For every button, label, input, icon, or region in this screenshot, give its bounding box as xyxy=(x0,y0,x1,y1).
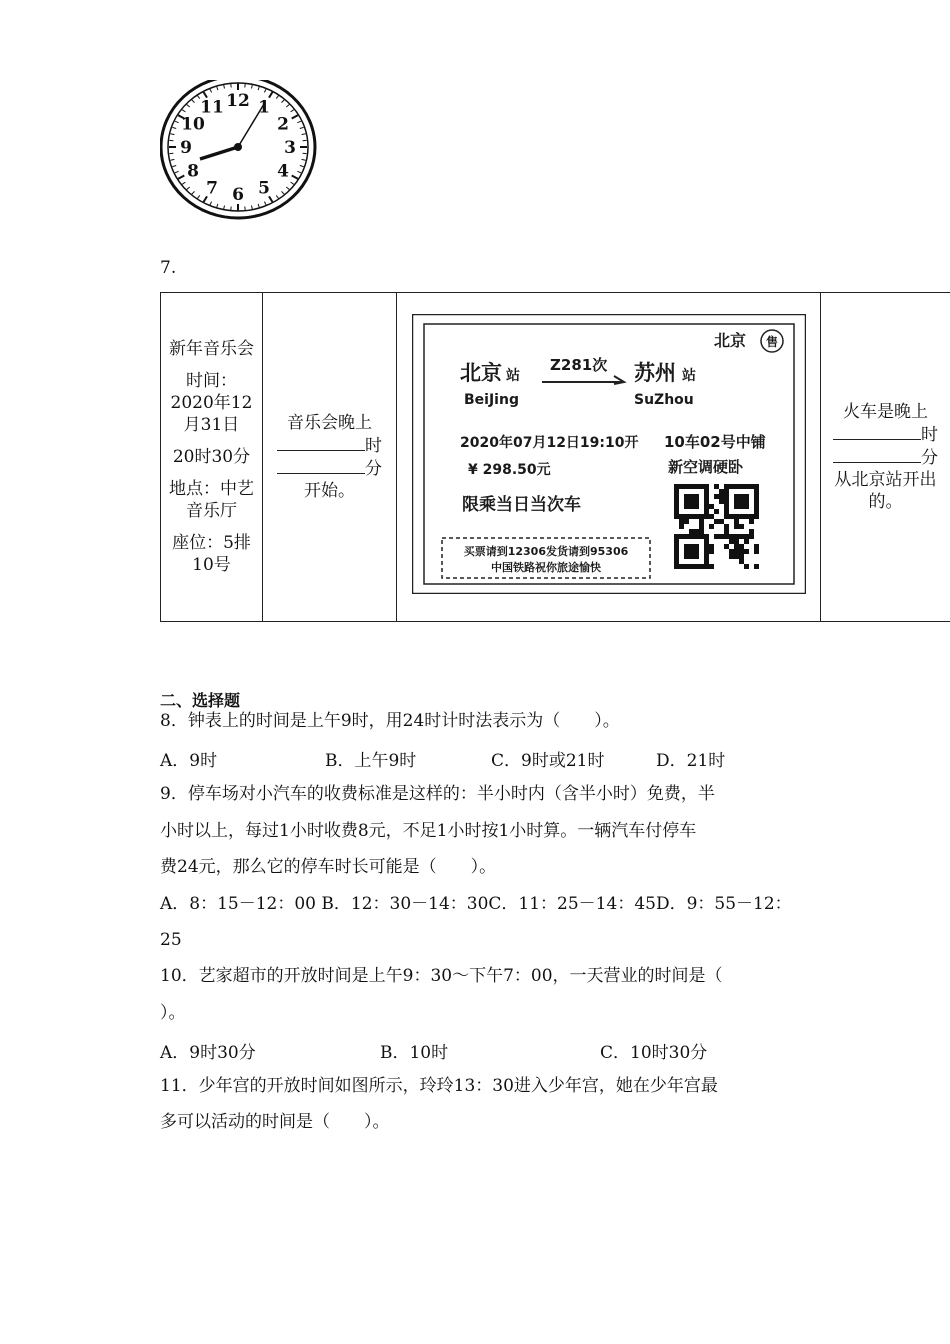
clock-tick xyxy=(297,171,301,173)
train-minute-blank[interactable] xyxy=(833,446,921,463)
ticket-to-station: 苏州 xyxy=(633,361,676,385)
train-ticket-image xyxy=(412,314,806,594)
concert-answer-cell xyxy=(263,293,397,622)
clock-numeral: 5 xyxy=(258,178,270,199)
question-7-table xyxy=(160,292,950,622)
question-11-line1: 11．少年宫的开放时间如图所示，玲玲13：30进入少年宫，她在少年宫最 xyxy=(160,1076,718,1096)
clock-tick xyxy=(171,159,175,160)
clock-tick xyxy=(300,166,304,167)
ticket-notice-line1: 买票请到12306发货请到95306 xyxy=(463,545,628,558)
clock-tick xyxy=(258,204,259,208)
clock-tick xyxy=(292,115,298,118)
ticket-seal: 售 xyxy=(765,335,778,349)
question-10-line1: 10．艺家超市的开放时间是上午9：30～下午7：00，一天营业的时间是（ xyxy=(160,966,723,986)
clock-tick xyxy=(178,176,184,179)
clock-numeral: 1 xyxy=(258,97,270,118)
clock-numeral: 8 xyxy=(187,161,199,182)
clock-tick xyxy=(264,89,266,92)
concert-place: 地点：中艺音乐厅 xyxy=(169,479,254,521)
clock-tick xyxy=(171,134,175,135)
concert-time: 20时30分 xyxy=(172,447,251,467)
q8-option-c[interactable]: C．9时或21时 xyxy=(491,751,605,771)
concert-answer-suffix: 开始。 xyxy=(304,481,355,501)
concert-seat: 座位：5排10号 xyxy=(172,533,251,575)
clock-tick xyxy=(302,134,306,135)
clock-tick xyxy=(282,191,285,194)
train-hour-blank[interactable] xyxy=(833,423,921,440)
clock-tick xyxy=(282,100,285,103)
clock-tick xyxy=(210,89,212,92)
ticket-notice-line2: 中国铁路祝你旅途愉快 xyxy=(490,561,601,574)
question-11-line2: 多可以活动的时间是（ ）。 xyxy=(160,1112,390,1132)
question-9-options-tail: 25 xyxy=(160,930,182,950)
clock-tick xyxy=(172,127,176,128)
clock-tick xyxy=(192,100,195,103)
clock-numeral: 10 xyxy=(181,114,205,135)
ticket-to-station-suffix: 站 xyxy=(681,368,696,384)
clock-numeral: 2 xyxy=(277,114,289,135)
clock-tick xyxy=(224,85,225,89)
clock-tick xyxy=(217,87,218,91)
ticket-from-station: 北京 xyxy=(459,361,502,385)
question-9-line3: 费24元，那么它的停车时长可能是（ ）。 xyxy=(160,857,497,877)
clock-tick xyxy=(276,195,278,198)
concert-minute-unit: 分 xyxy=(365,459,382,479)
q8-option-a[interactable]: A．9时 xyxy=(160,751,218,771)
train-ticket-cell xyxy=(397,293,821,622)
clock-tick xyxy=(302,159,306,160)
concert-hour-blank[interactable] xyxy=(277,434,365,451)
train-minute-unit: 分 xyxy=(921,448,938,468)
clock-tick xyxy=(297,121,301,123)
concert-ticket-cell xyxy=(161,293,263,622)
section-2-title: 二、选择题 xyxy=(160,691,241,710)
ticket-train-number: Z281次 xyxy=(549,356,607,374)
question-9-line2: 小时以上，每过1小时收费8元，不足1小时按1小时算。一辆汽车付停车 xyxy=(160,821,697,841)
clock-tick xyxy=(217,204,218,208)
concert-minute-blank[interactable] xyxy=(277,457,365,474)
clock-tick xyxy=(292,176,298,179)
clock-tick xyxy=(210,202,212,205)
clock-tick xyxy=(286,105,289,108)
clock-tick xyxy=(172,166,176,167)
clock-tick xyxy=(175,121,179,123)
question-9-line1: 9．停车场对小汽车的收费标准是这样的：半小时内（含半小时）免费，半 xyxy=(160,784,715,804)
clock-tick xyxy=(276,96,278,99)
ticket-to-pinyin: SuZhou xyxy=(633,392,694,408)
clock-numeral: 3 xyxy=(284,138,296,158)
q10-option-a[interactable]: A．9时30分 xyxy=(160,1043,256,1063)
analog-clock xyxy=(160,80,320,222)
clock-tick xyxy=(187,187,190,190)
ticket-datetime: 2020年07月12日19:10开 xyxy=(459,435,638,451)
clock-tick xyxy=(175,171,179,173)
clock-numeral: 4 xyxy=(277,161,289,182)
ticket-office: 北京 xyxy=(713,331,746,350)
ticket-from-pinyin: BeiJing xyxy=(463,392,519,408)
ticket-class: 新空调硬卧 xyxy=(667,458,743,476)
clock-numeral: 12 xyxy=(226,91,250,111)
q10-option-b[interactable]: B．10时 xyxy=(380,1043,449,1063)
train-answer-cell xyxy=(821,293,950,622)
clock-tick xyxy=(182,182,185,184)
concert-hour-unit: 时 xyxy=(365,436,382,456)
q10-option-c[interactable]: C．10时30分 xyxy=(600,1043,708,1063)
clock-numeral: 11 xyxy=(200,97,224,118)
q8-option-d[interactable]: D．21时 xyxy=(656,751,726,771)
question-10-line2: ）。 xyxy=(160,1003,186,1023)
question-8-stem: 8．钟表上的时间是上午9时，用24时计时法表示为（ ）。 xyxy=(160,711,620,731)
train-answer-suffix: 从北京站开出的。 xyxy=(834,470,937,512)
train-answer-prefix: 火车是晚上 xyxy=(843,402,928,422)
clock-tick xyxy=(252,206,253,210)
concert-date: 时间：2020年12月31日 xyxy=(170,371,253,435)
clock-tick xyxy=(192,191,195,194)
question-10-options xyxy=(0,1038,950,1063)
clock-tick xyxy=(291,182,294,184)
clock-tick xyxy=(252,85,253,89)
concert-title: 新年音乐会 xyxy=(169,339,254,359)
question-9-options[interactable]: A．8：15－12：00 B．12：30－14：30C．11：25－14：45D．9：55－12： xyxy=(160,894,792,914)
clock-tick xyxy=(286,187,289,190)
clock-numeral: 7 xyxy=(206,178,218,199)
concert-answer-prefix: 音乐会晚上 xyxy=(287,413,372,433)
clock-numeral: 9 xyxy=(180,138,192,158)
clock-hour-hand xyxy=(200,147,238,159)
q8-option-b[interactable]: B．上午9时 xyxy=(325,751,417,771)
clock-tick xyxy=(197,195,199,198)
clock-tick xyxy=(182,110,185,112)
clock-tick xyxy=(187,105,190,108)
ticket-from-station-suffix: 站 xyxy=(505,368,520,384)
clock-numeral: 6 xyxy=(232,185,244,205)
clock-tick xyxy=(300,127,304,128)
train-hour-unit: 时 xyxy=(921,425,938,445)
clock-tick xyxy=(291,110,294,112)
clock-tick xyxy=(258,87,259,91)
ticket-seat: 10车02号中铺 xyxy=(663,433,766,451)
clock-tick xyxy=(264,202,266,205)
question-8-options xyxy=(0,746,950,771)
clock-tick xyxy=(224,206,225,210)
ticket-price: ¥ 298.50元 xyxy=(467,462,551,478)
question-7-number: 7. xyxy=(160,258,177,278)
ticket-limit: 限乘当日当次车 xyxy=(461,495,581,515)
